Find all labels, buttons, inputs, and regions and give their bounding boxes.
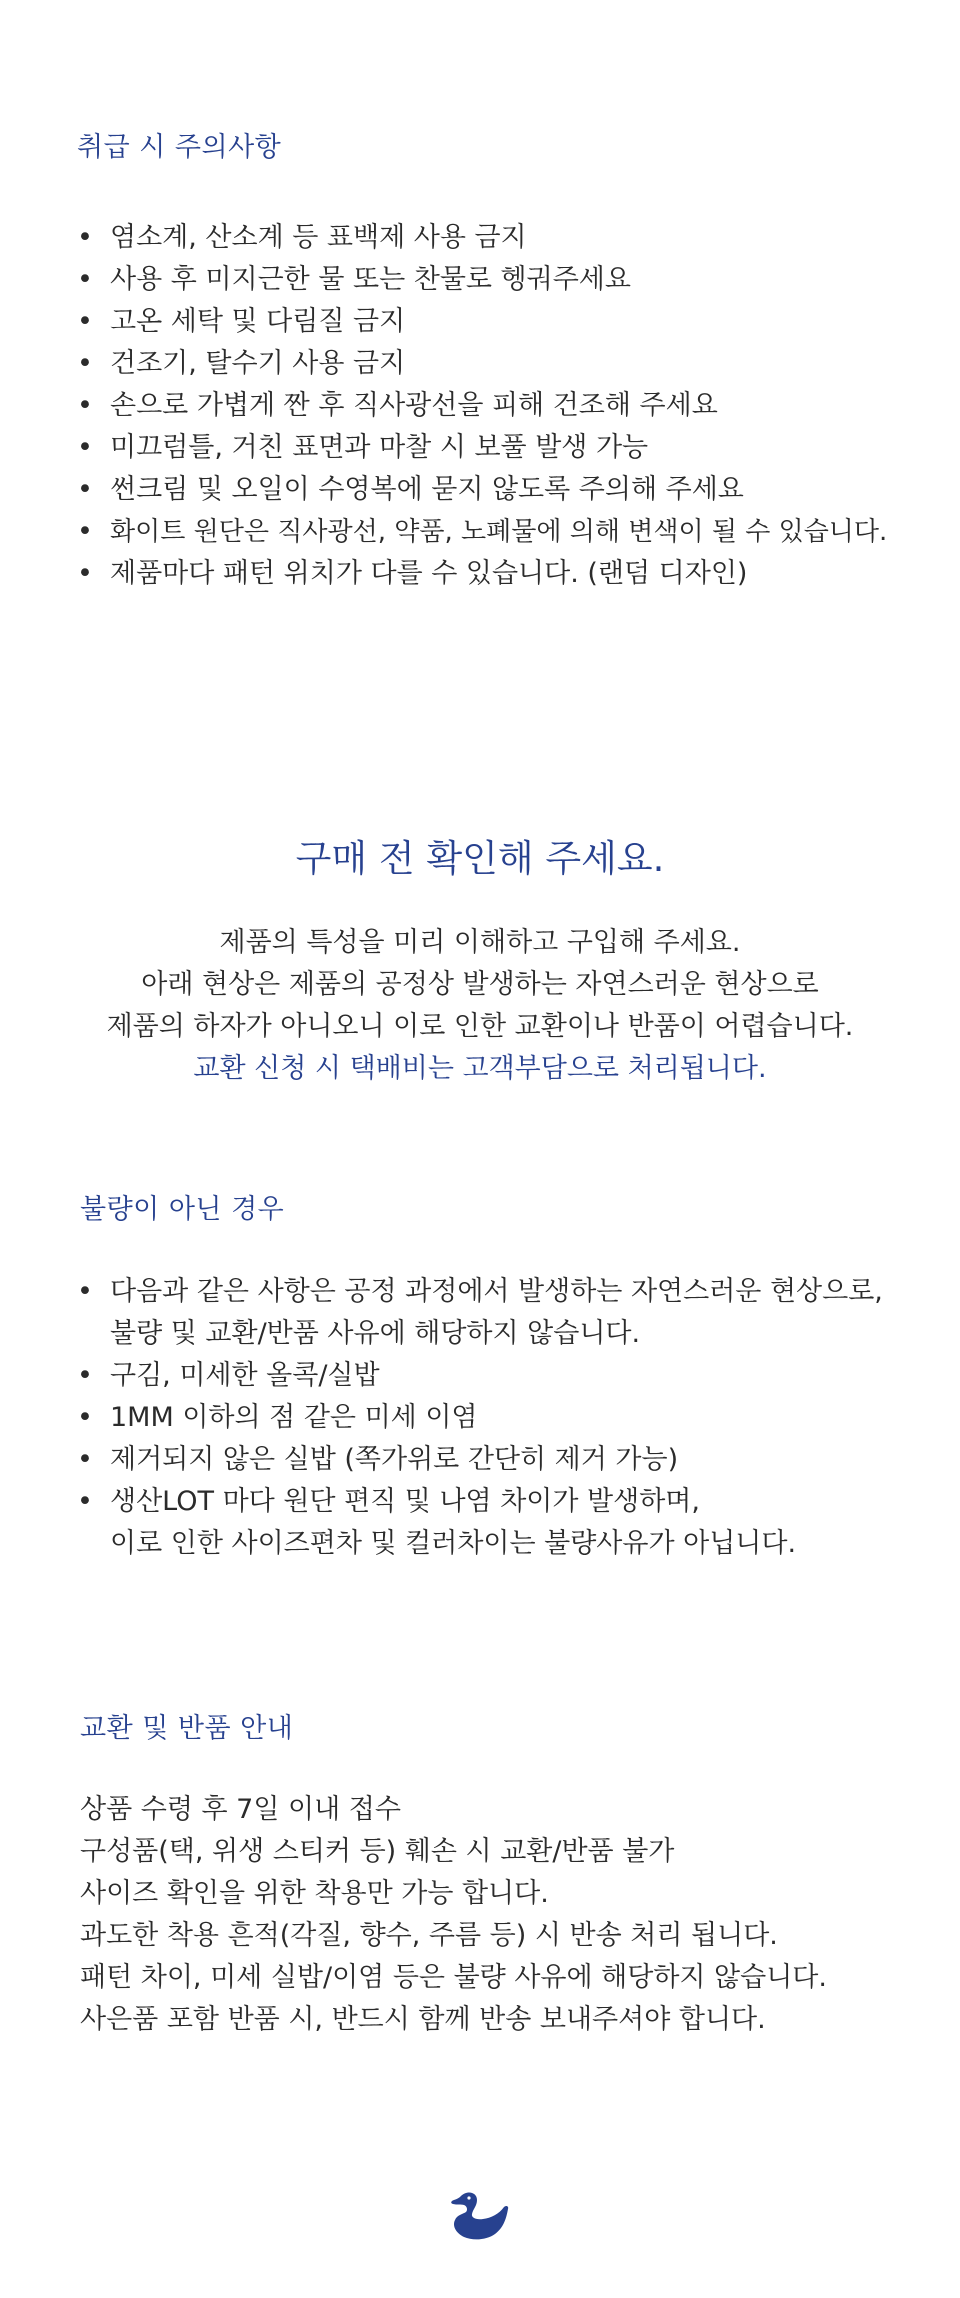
- exchange-line: 과도한 착용 흔적(각질, 향수, 주름 등) 시 반송 처리 됩니다.: [80, 1920, 778, 1951]
- notice-line: 제품의 하자가 아니오니 이로 인한 교환이나 반품이 어렵습니다.: [106, 1011, 854, 1042]
- exchange-line: 패턴 차이, 미세 실밥/이염 등은 불량 사유에 해당하지 않습니다.: [80, 1962, 827, 1993]
- list-item: • 고온 세탁 및 다림질 금지: [77, 306, 406, 337]
- list-item: • 생산LOT 마다 원단 편직 및 나염 차이가 발생하며, 이로 인한 사이즈편차 및 컬러차이는 불량사유가 아닙니다.: [77, 1486, 797, 1559]
- list-item: • 썬크림 및 오일이 수영복에 묻지 않도록 주의해 주세요: [77, 474, 744, 505]
- list-item: • 손으로 가볍게 짠 후 직사광선을 피해 건조해 주세요: [77, 390, 718, 421]
- duck-icon: [447, 2190, 513, 2242]
- notice-body: [0, 922, 960, 1090]
- exchange-line: 사이즈 확인을 위한 착용만 가능 합니다.: [80, 1878, 549, 1909]
- not-defect-list: [77, 1271, 883, 1565]
- exchange-body: [80, 1789, 827, 2041]
- list-item: • 화이트 원단은 직사광선, 약품, 노폐물에 의해 변색이 될 수 있습니다.: [77, 516, 888, 547]
- not-defect-heading: 불량이 아닌 경우: [80, 1194, 285, 1225]
- exchange-heading: 교환 및 반품 안내: [80, 1713, 294, 1744]
- list-item: • 미끄럼틀, 거친 표면과 마찰 시 보풀 발생 가능: [77, 432, 649, 463]
- care-list: [77, 217, 887, 595]
- notice-title: 구매 전 확인해 주세요.: [295, 837, 665, 880]
- list-item: • 염소계, 산소계 등 표백제 사용 금지: [77, 222, 527, 253]
- list-item: • 제거되지 않은 실밥 (쪽가위로 간단히 제거 가능): [77, 1444, 679, 1475]
- list-item: • 다음과 같은 사항은 공정 과정에서 발생하는 자연스러운 현상으로, 불량 및 교환/반품 사유에 해당하지 않습니다.: [77, 1276, 883, 1349]
- list-item: • 제품마다 패턴 위치가 다를 수 있습니다. (랜덤 디자인): [77, 558, 748, 589]
- list-item: • 1MM 이하의 점 같은 미세 이염: [77, 1402, 478, 1433]
- notice-highlight: 교환 신청 시 택배비는 고객부담으로 처리됩니다.: [193, 1053, 767, 1084]
- list-item: • 구김, 미세한 올콕/실밥: [77, 1360, 380, 1391]
- notice-line: 아래 현상은 제품의 공정상 발생하는 자연스러운 현상으로: [141, 969, 819, 1000]
- list-item: • 건조기, 탈수기 사용 금지: [77, 348, 406, 379]
- exchange-line: 구성품(택, 위생 스티커 등) 훼손 시 교환/반품 불가: [80, 1836, 675, 1867]
- care-heading: 취급 시 주의사항: [77, 132, 282, 163]
- notice-line: 제품의 특성을 미리 이해하고 구입해 주세요.: [219, 927, 741, 958]
- exchange-line: 사은품 포함 반품 시, 반드시 함께 반송 보내주셔야 합니다.: [80, 2004, 766, 2035]
- exchange-line: 상품 수령 후 7일 이내 접수: [80, 1794, 401, 1825]
- care-section: [0, 0, 960, 620]
- list-item: • 사용 후 미지근한 물 또는 찬물로 헹궈주세요: [77, 264, 631, 295]
